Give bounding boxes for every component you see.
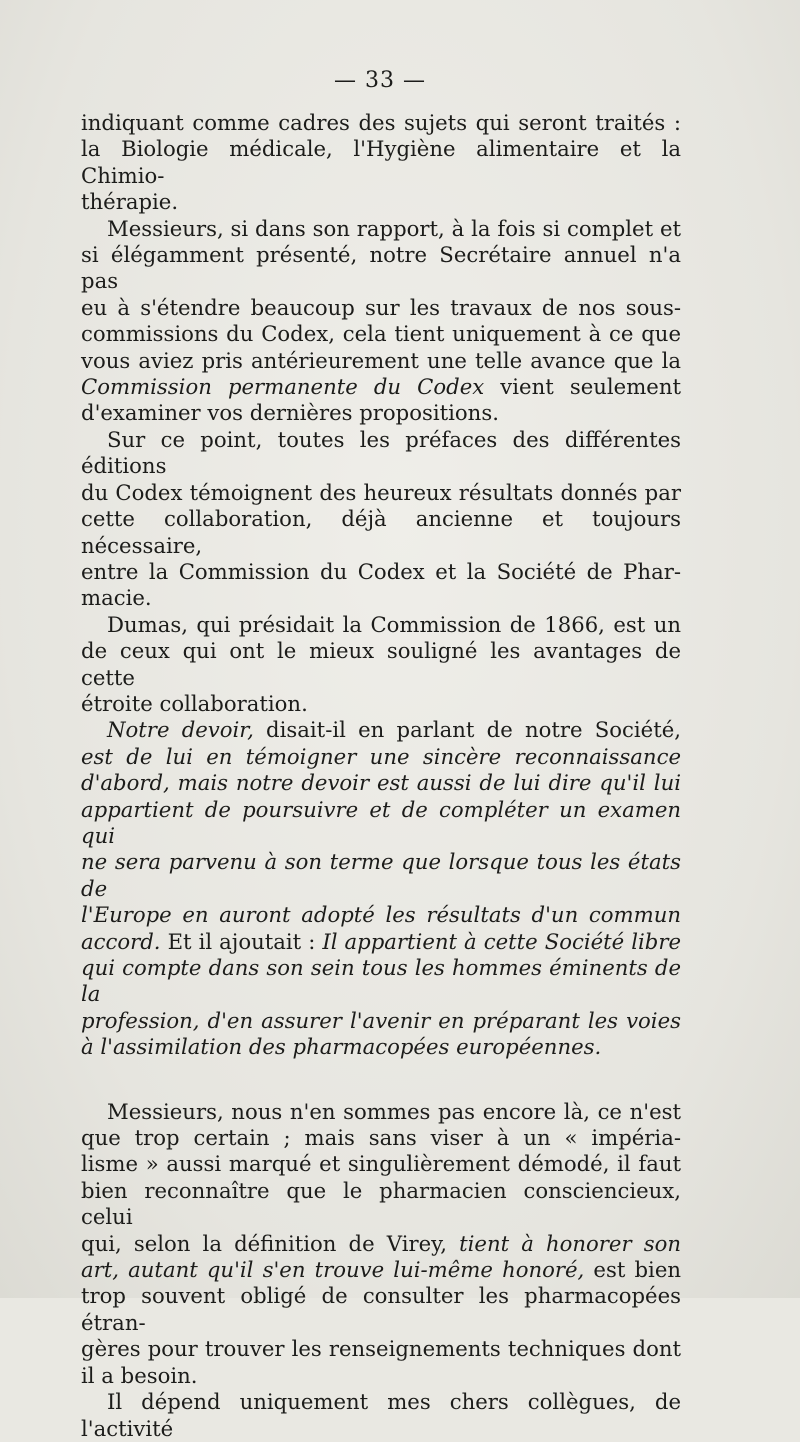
body-text — [81, 110, 681, 1442]
text-line — [81, 374, 681, 400]
italic-text: accord. — [81, 928, 161, 954]
text-line: il a besoin. — [81, 1362, 198, 1388]
text-line: l'Europe en auront adopté les résultats d'un commun — [81, 902, 681, 928]
italic-text: Notre devoir, — [107, 717, 254, 743]
italic-text: tient à honorer son — [459, 1230, 681, 1256]
page-number: — 33 — — [334, 68, 426, 93]
text-line — [81, 1231, 681, 1257]
text-line — [81, 1257, 681, 1283]
text-line: bien reconnaître que le pharmacien consciencieux, celui — [81, 1177, 681, 1230]
text-line: Dumas, qui présidait la Commission de 1866, est un — [107, 611, 681, 637]
text-line: cette collaboration, déjà ancienne et toujours nécessaire, — [81, 506, 681, 558]
text-line — [81, 717, 681, 743]
text-line: trop souvent obligé de consulter les pharmacopées étran- — [81, 1283, 681, 1335]
text-line: d'abord, mais notre devoir est aussi de lui dire qu'il lui — [81, 770, 681, 796]
paragraph-gap — [81, 1061, 681, 1099]
text-line: macie. — [81, 585, 152, 611]
text-line: Il dépend uniquement mes chers collègues, de l'activité — [81, 1389, 681, 1441]
text-line: profession, d'en assurer l'avenir en préparant les voies — [81, 1007, 681, 1033]
text-line: commissions du Codex, cela tient uniquement à ce que — [81, 321, 681, 347]
text-line: est de lui en témoigner une sincère reconnaissance — [81, 743, 681, 769]
text-line: gères pour trouver les renseignements techniques dont — [81, 1336, 681, 1362]
text-line: Messieurs, nous n'en sommes pas encore là, ce n'est — [107, 1098, 681, 1124]
text-line: ne sera parvenu à son terme que lorsque tous les états de — [81, 849, 681, 901]
roman-text: disait-il en parlant de notre Société, — [253, 717, 681, 743]
text-line: appartient de poursuivre et de compléter un examen qui — [81, 796, 681, 848]
text-line: de ceux qui ont le mieux souligné les avantages de cette — [81, 638, 681, 690]
text-line: lisme » aussi marqué et singulièrement démodé, il faut — [81, 1151, 681, 1177]
roman-text: Et il ajoutait : — [160, 928, 323, 954]
text-line: si élégamment présenté, notre Secrétaire annuel n'a pas — [81, 242, 681, 294]
text-line — [81, 929, 681, 955]
italic-text: Il appartient à cette Société libre — [322, 928, 681, 954]
roman-text: vient seulement — [484, 374, 681, 400]
roman-text: est bien — [584, 1257, 682, 1283]
text-line: vous aviez pris antérieurement une telle avance que la — [81, 347, 681, 373]
text-line: entre la Commission du Codex et la Société de Phar- — [81, 558, 681, 584]
text-line: que trop certain ; mais sans viser à un « impéria- — [81, 1125, 681, 1151]
text-line: la Biologie médicale, l'Hygiène alimentaire et la Chimio- — [81, 136, 681, 188]
text-line: eu à s'étendre beaucoup sur les travaux de nos sous- — [81, 294, 681, 320]
text-line: d'examiner vos dernières propositions. — [81, 400, 499, 426]
text-line: à l'assimilation des pharmacopées européennes. — [81, 1034, 602, 1060]
italic-text: Commission permanente du Codex — [81, 374, 485, 400]
text-line: étroite collaboration. — [81, 690, 308, 716]
text-line: indiquant comme cadres des sujets qui seront traités : — [81, 110, 681, 135]
text-line: du Codex témoignent des heureux résultats donnés par — [81, 479, 681, 505]
text-line: thérapie. — [81, 189, 179, 215]
italic-text: art, autant qu'il s'en trouve lui-même honoré, — [81, 1257, 585, 1283]
roman-text: qui, selon la définition de Virey, — [81, 1230, 460, 1256]
text-line: Sur ce point, toutes les préfaces des différentes éditions — [81, 426, 681, 479]
text-line: qui compte dans son sein tous les hommes éminents de la — [81, 955, 681, 1007]
text-line: Messieurs, si dans son rapport, à la fois si complet et — [107, 215, 681, 241]
